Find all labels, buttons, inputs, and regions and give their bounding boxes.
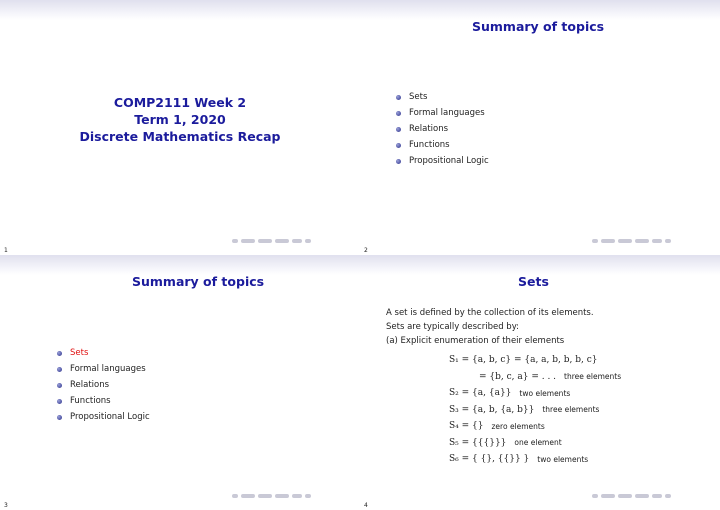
intro-text — [386, 306, 594, 348]
list-item: Relations — [396, 121, 489, 137]
bullet-icon — [57, 351, 62, 356]
nav-section-icon[interactable] — [258, 239, 272, 243]
nav-next-icon[interactable] — [652, 239, 662, 243]
element-count: one element — [514, 438, 562, 448]
nav-search-icon[interactable] — [665, 494, 671, 498]
list-item: Formal languages — [396, 105, 489, 121]
intro-line: (a) Explicit enumeration of their elements — [386, 336, 565, 346]
nav-subsection-icon[interactable] — [275, 239, 289, 243]
nav-controls[interactable] — [232, 236, 354, 246]
slide-title: Summary of topics — [132, 274, 265, 289]
slide-title: Sets — [518, 274, 549, 289]
list-item: Propositional Logic — [57, 409, 150, 425]
nav-first-icon[interactable] — [232, 239, 238, 243]
page-number: 4 — [364, 502, 368, 509]
nav-section-icon[interactable] — [258, 494, 272, 498]
topic-list — [396, 89, 489, 169]
list-item: Formal languages — [57, 361, 150, 377]
header-band — [0, 0, 360, 20]
bullet-icon — [396, 111, 401, 116]
nav-prev-icon[interactable] — [601, 239, 615, 243]
page-number: 1 — [4, 247, 8, 254]
nav-first-icon[interactable] — [592, 494, 598, 498]
page-number: 2 — [364, 247, 368, 254]
equation: S₆ = { {}, {{}} } two elements — [449, 454, 589, 465]
title-block — [0, 94, 360, 145]
nav-controls[interactable] — [232, 491, 354, 501]
element-count: three elements — [542, 405, 600, 415]
nav-next-icon[interactable] — [292, 494, 302, 498]
nav-subsection-icon[interactable] — [275, 494, 289, 498]
subtitle: Discrete Mathematics Recap — [79, 129, 281, 144]
bullet-icon — [396, 127, 401, 132]
header-band — [360, 0, 720, 20]
slide-title: Summary of topics — [472, 19, 605, 34]
nav-prev-icon[interactable] — [601, 494, 615, 498]
list-item: Sets — [396, 89, 489, 105]
bullet-icon — [396, 143, 401, 148]
nav-prev-icon[interactable] — [241, 494, 255, 498]
equation: S₃ = {a, b, {a, b}} three elements — [449, 404, 600, 415]
nav-first-icon[interactable] — [232, 494, 238, 498]
intro-line: A set is defined by the collection of its elements. — [386, 308, 594, 318]
slide-4 — [360, 255, 720, 510]
intro-line: Sets are typically described by: — [386, 322, 519, 332]
bullet-icon — [396, 159, 401, 164]
nav-section-icon[interactable] — [618, 494, 632, 498]
equation: S₄ = {} zero elements — [449, 421, 545, 432]
header-band — [0, 255, 360, 275]
equation: S₁ = {a, b, c} = {a, a, b, b, b, c} — [449, 355, 598, 366]
slide-1 — [0, 0, 360, 255]
nav-controls[interactable] — [592, 491, 714, 501]
bullet-icon — [57, 367, 62, 372]
equation: S₅ = {{{}}} one element — [449, 437, 562, 448]
bullet-icon — [57, 399, 62, 404]
nav-section-icon[interactable] — [618, 239, 632, 243]
nav-subsection-icon[interactable] — [635, 239, 649, 243]
nav-search-icon[interactable] — [305, 494, 311, 498]
slide-2 — [360, 0, 720, 255]
nav-next-icon[interactable] — [652, 494, 662, 498]
list-item: Functions — [396, 137, 489, 153]
element-count: two elements — [519, 388, 571, 398]
nav-search-icon[interactable] — [305, 239, 311, 243]
slide-3 — [0, 255, 360, 510]
course-title: COMP2111 Week 2 — [113, 95, 247, 110]
list-item: Propositional Logic — [396, 153, 489, 169]
bullet-icon — [57, 383, 62, 388]
nav-first-icon[interactable] — [592, 239, 598, 243]
equation: S₂ = {a, {a}} two elements — [449, 388, 571, 399]
nav-controls[interactable] — [592, 236, 714, 246]
equation: = {b, c, a} = . . . three elements — [479, 371, 622, 382]
header-band — [360, 255, 720, 275]
list-item: Functions — [57, 393, 150, 409]
element-count: zero elements — [491, 421, 545, 431]
nav-search-icon[interactable] — [665, 239, 671, 243]
bullet-icon — [57, 415, 62, 420]
topic-list — [57, 345, 150, 425]
element-count: two elements — [537, 454, 589, 464]
nav-next-icon[interactable] — [292, 239, 302, 243]
nav-subsection-icon[interactable] — [635, 494, 649, 498]
page-number: 3 — [4, 502, 8, 509]
element-count: three elements — [564, 372, 622, 382]
term-line: Term 1, 2020 — [134, 112, 226, 127]
bullet-icon — [396, 95, 401, 100]
set-examples — [449, 352, 621, 468]
list-item-active: Sets — [57, 345, 150, 361]
nav-prev-icon[interactable] — [241, 239, 255, 243]
list-item: Relations — [57, 377, 150, 393]
